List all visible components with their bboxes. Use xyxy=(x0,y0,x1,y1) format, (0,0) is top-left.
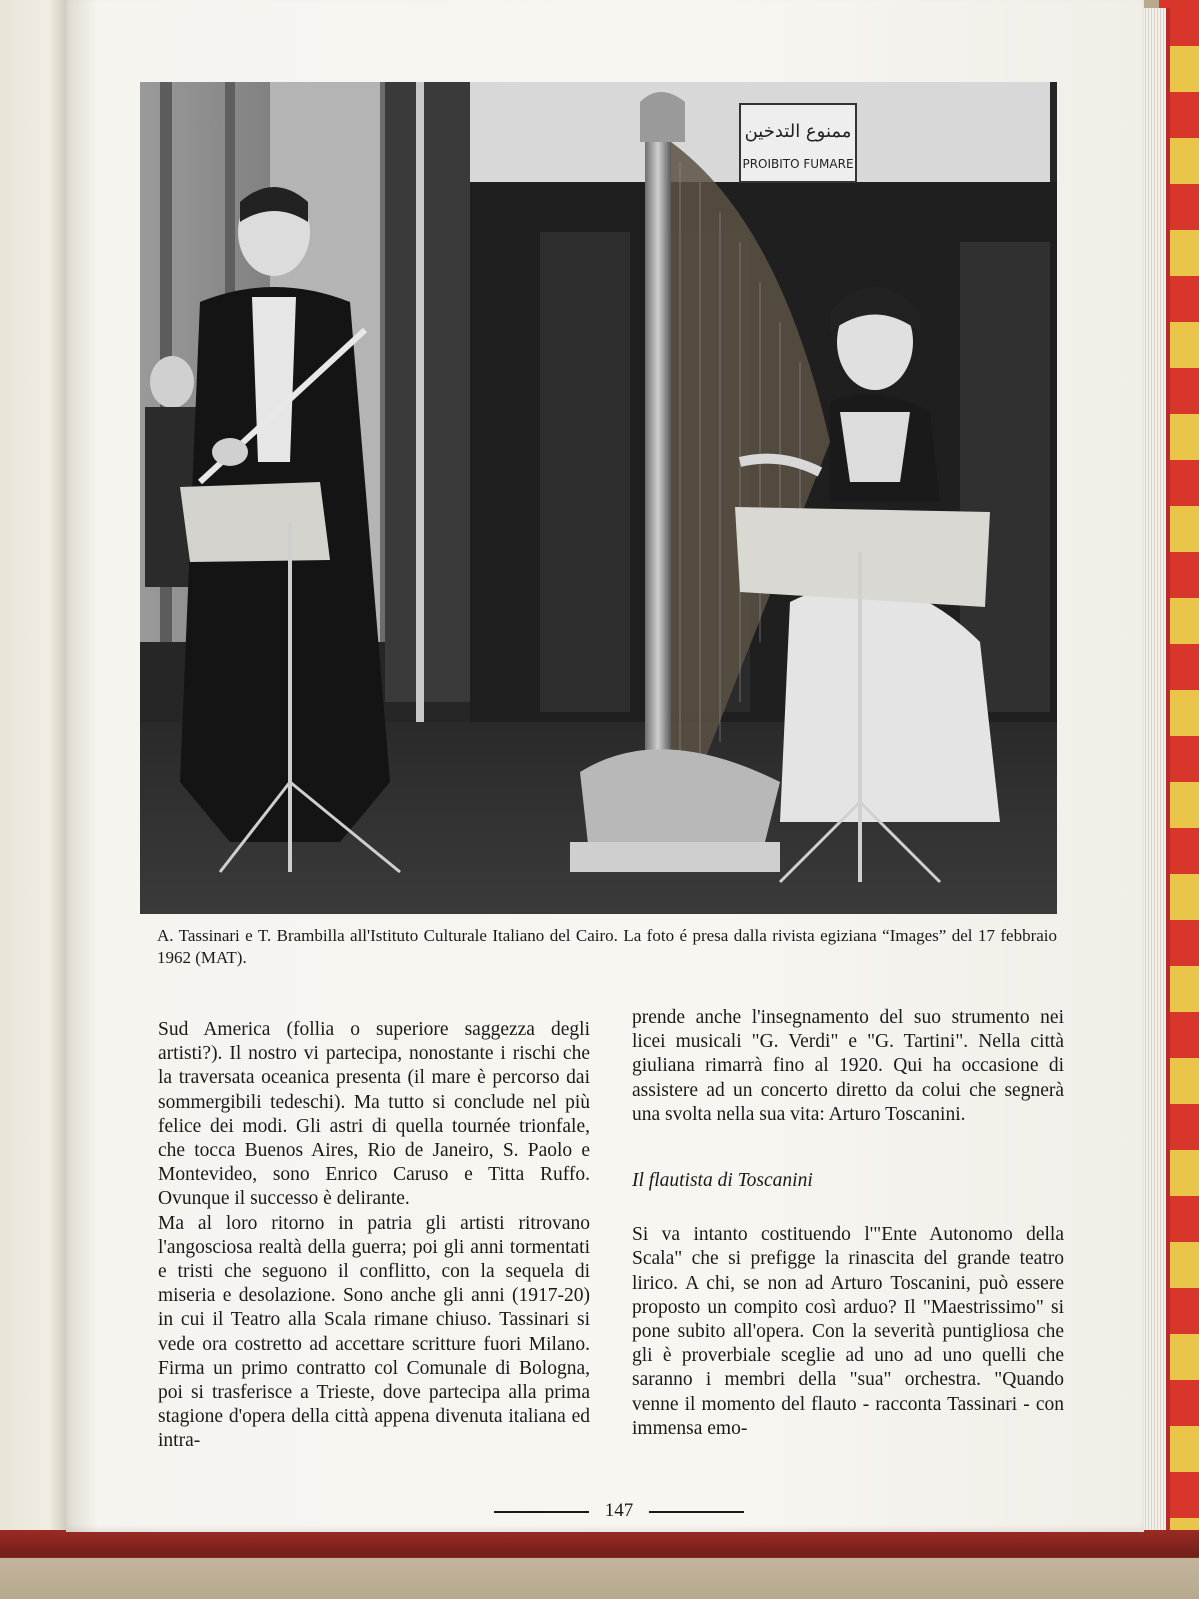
left-page-edge xyxy=(0,0,70,1540)
sign-text: PROIBITO FUMARE xyxy=(742,157,854,171)
left-paragraph-1: Sud America (follia o superiore saggezza degli artisti?). Il nostro vi partecipa, nonostante i rischi che la traversata oceanica presenta (il mare è percorso dai sommergibili tedeschi). Ma tutto si conclude nel più felice dei modi. Gli astri di quella tournée trionfale, che tocca Buenos Aires, Rio de Janeiro, S. Paolo e Montevideo, sono Enrico Caruso e Titta Ruffo. Ovunque il successo è delirante. xyxy=(158,1019,590,1210)
page-stack-edge xyxy=(1140,8,1170,1538)
book-cover-edge xyxy=(0,1530,1199,1599)
right-text-column xyxy=(632,1006,1064,1441)
sign-arabic: ممنوع التدخين xyxy=(744,121,852,142)
photo-caption: A. Tassinari e T. Brambilla all'Istituto Culturale Italiano del Cairo. La foto é presa dalla rivista egiziana “Images” del 17 febbraio 1962 (MAT). xyxy=(157,926,1057,967)
left-paragraph-2: Ma al loro ritorno in patria gli artisti ritrovano l'angosciosa realtà della guerra; poi gli anni tormentati e tristi che seguono il conflitto, con la sequela di miseria e desolazione. Sono anche gli anni (1917-20) in cui il Teatro alla Scala rimane chiuso. Tassinari si vede ora costretto ad accettare scritture fuori Milano. Firma un primo contratto col Comunale di Bologna, poi si trasferisce a Trieste, dove partecipa alla prima stagione d'opera della città appena divenuta italiana ed intra- xyxy=(158,1212,590,1452)
section-heading: Il flautista di Toscanini xyxy=(632,1170,813,1192)
page-number: 147 xyxy=(494,1500,744,1528)
right-paragraph-2: Si va intanto costituendo l'"Ente Autonomo della Scala" che si prefigge la rinascita del grande teatro lirico. A chi, se non ad Arturo Toscanini, può essere proposto un compito così arduo? Il "Maestrissimo" si pone subito all'opera. Con la severità puntigliosa che gli è proverbiale sceglie ad uno ad uno quelli che saranno i membri della "sua" orchestra. "Quando venne il momento del flauto - racconta Tassinari - con immensa emo- xyxy=(632,1224,1064,1439)
left-text-column xyxy=(158,1018,590,1454)
right-paragraph-1: prende anche l'insegnamento del suo strumento nei licei musicali "G. Verdi" e "G. Tartini". Nella città giuliana rimarrà fino al 1920. Qui ha occasione di assistere ad un concerto diretto da colui che segnerà una svolta nella sua vita: Arturo Toscanini. xyxy=(632,1007,1064,1125)
photograph xyxy=(140,82,1057,914)
